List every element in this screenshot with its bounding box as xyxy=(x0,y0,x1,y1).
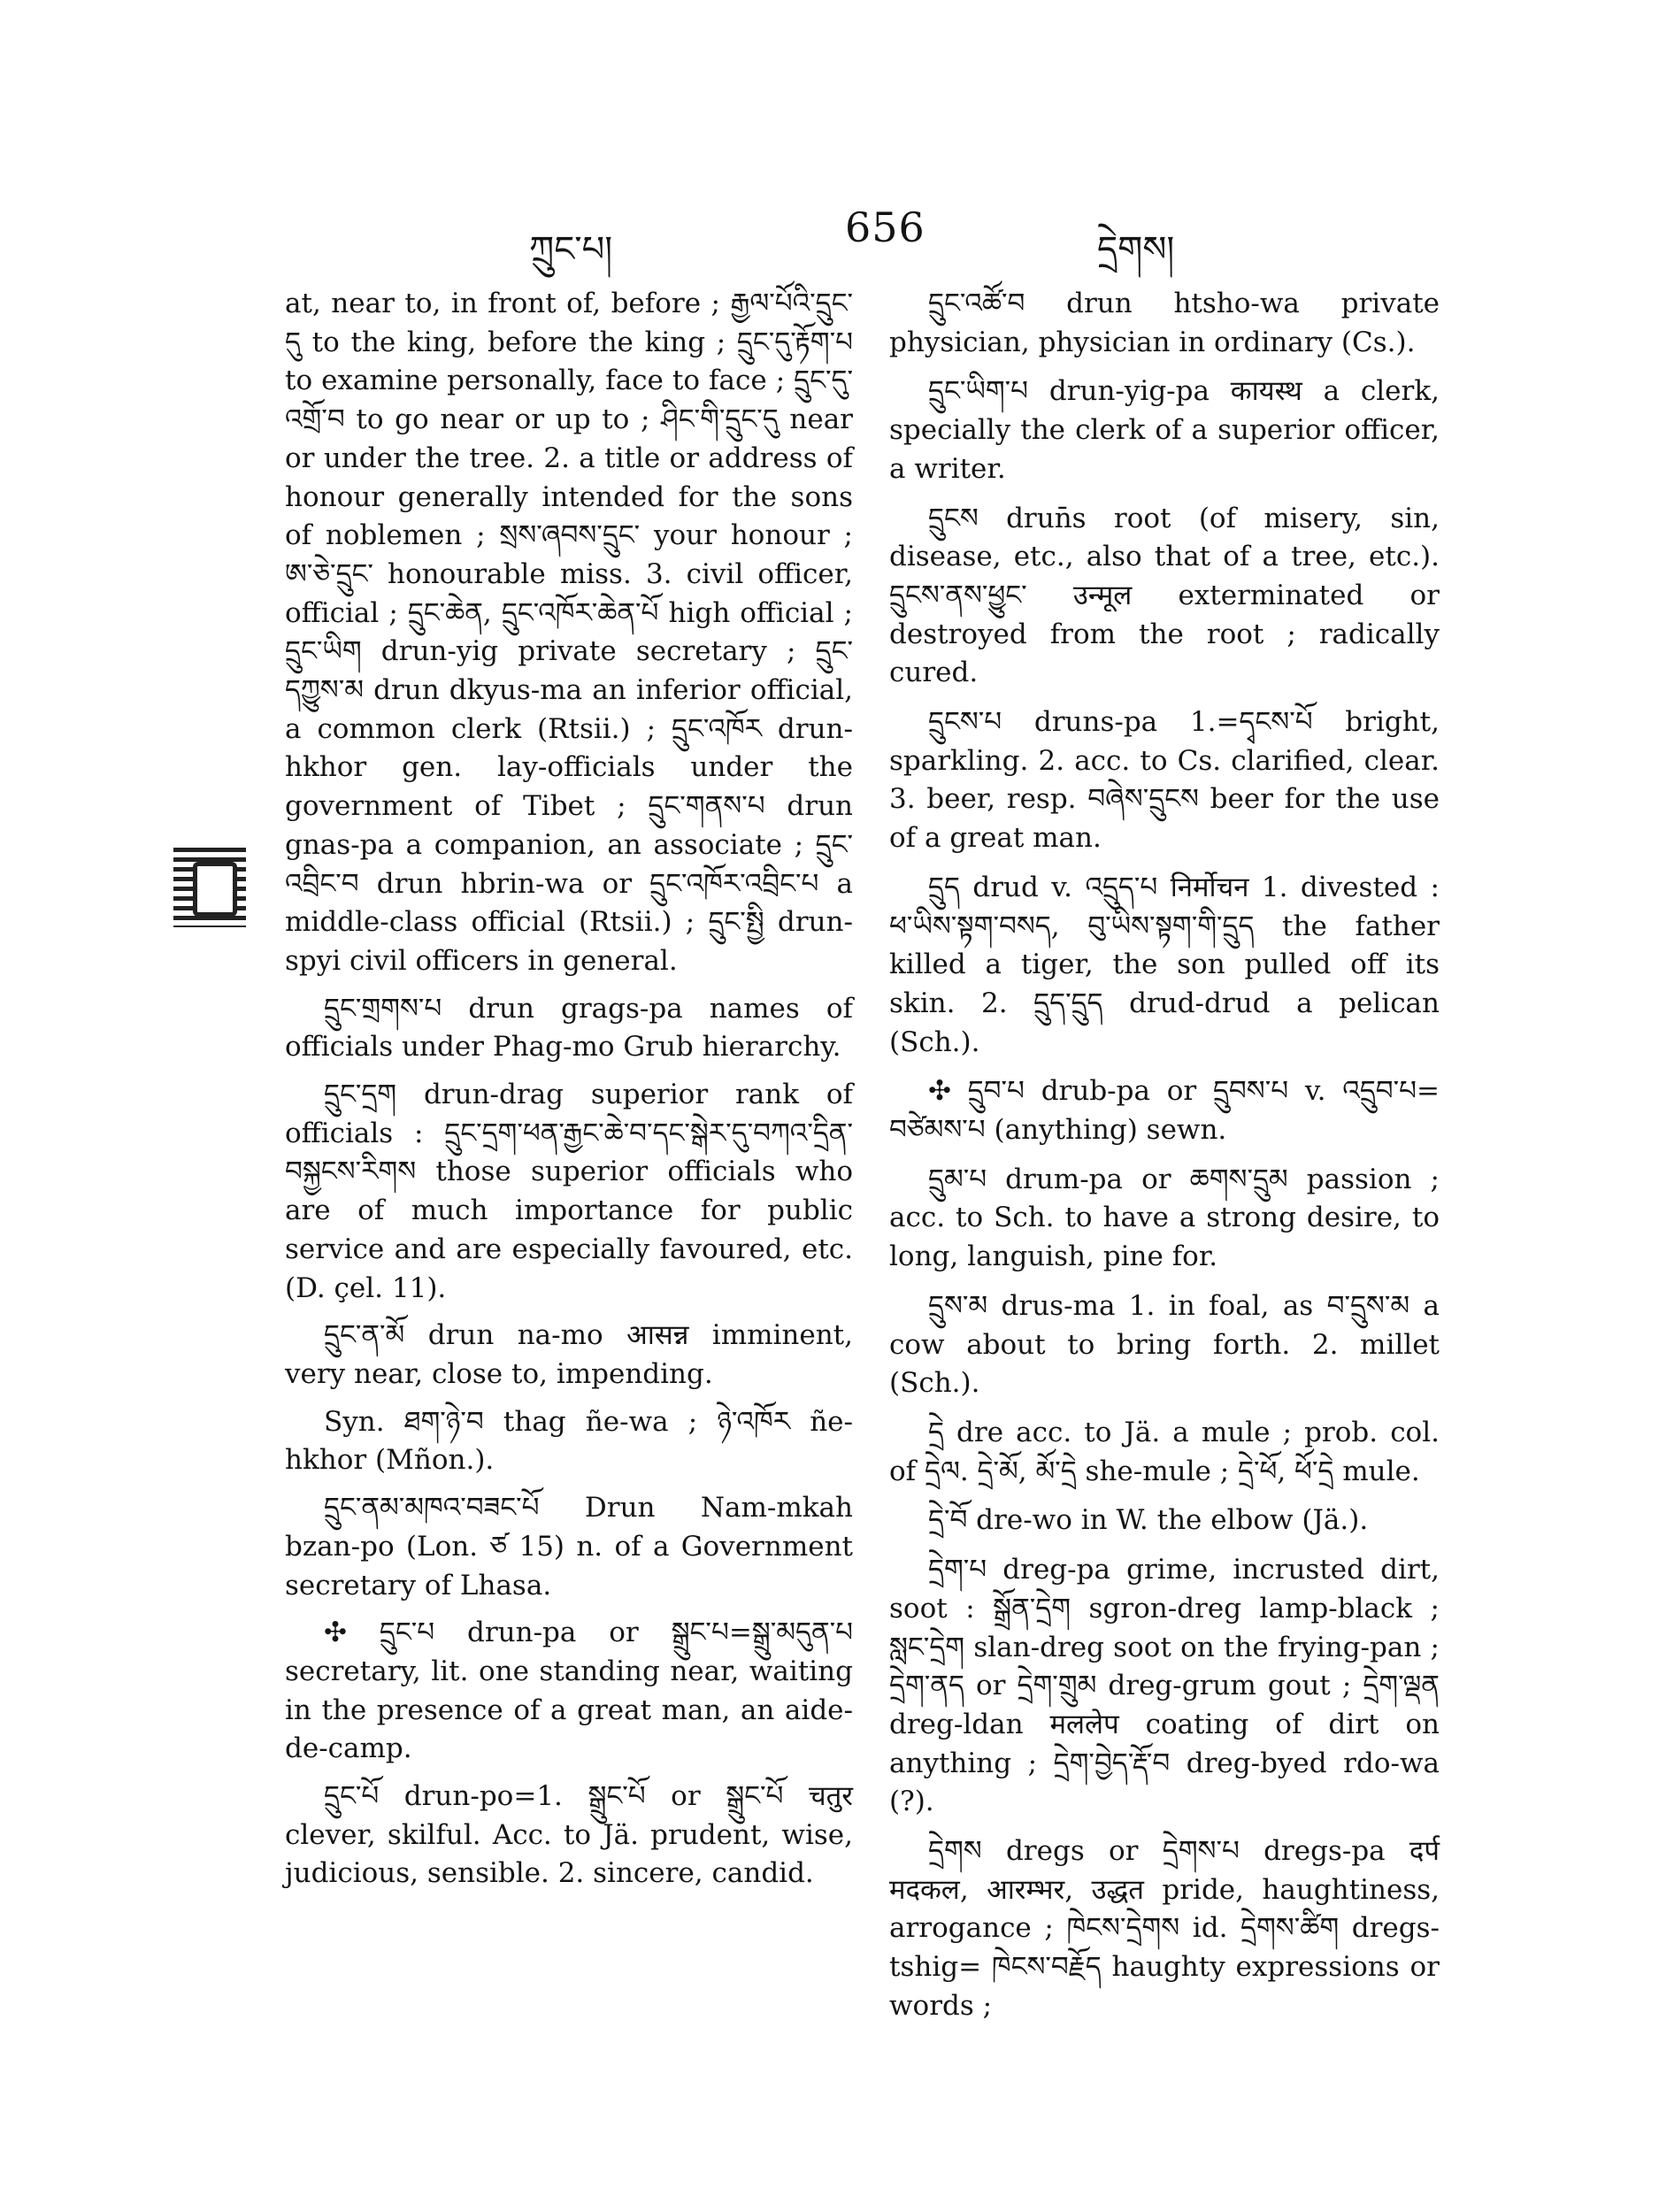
left-column xyxy=(285,285,853,1902)
dictionary-entry: དྲེ་བོ dre-wo in W. the elbow (Jä.). xyxy=(928,1504,1369,1537)
dictionary-entry: དྲེག་པ dreg-pa grime, incrusted dirt, soot : སྒྲོན་དྲེག sgron-dreg lamp-black ; སླང་དྲེག slan-dreg soot on the frying-pan ; དྲེག་ནད or དྲེག་གྲུམ dreg-grum gout ; དྲེག་ལྡན dreg-ldan मललेप coating of dirt on anything ; དྲེག་བྱེད་རྡོ་བ dreg-byed rdo-wa (?). xyxy=(889,1554,1440,1818)
dictionary-entry: དྲེ dre acc. to Jä. a mule ; prob. col. of དྲེལ. དྲེ་མོ, མོ་དྲེ she-mule ; དྲེ་ཕོ, ཕོ་དྲེ mule. xyxy=(889,1416,1440,1487)
dictionary-entry: དྲུམ་པ drum-pa or ཆགས་དྲུམ passion ; acc. to Sch. to have a strong desire, to long, languish, pine for. xyxy=(889,1163,1440,1273)
dictionary-entry: Syn. ཐག་ཉེ་བ thag ñe-wa ; ཉེ་འཁོར ñe-hkhor (Mñon.). xyxy=(285,1405,853,1477)
margin-thumb-index-mark xyxy=(173,848,246,927)
page-header xyxy=(0,204,1659,270)
dictionary-entry: དྲུངས drun̄s root (of misery, sin, disease, etc., also that of a tree, etc.). དྲུངས་ནས་ཕྱུང་ उन्मूल exterminated or destroyed from the root ; radically cured. xyxy=(889,502,1440,689)
dictionary-entry: དྲུང་དྲག drun-drag superior rank of officials : དྲུང་དྲག་ཕན་རྒྱང་ཆེ་བ་དང་སྒེར་དུ་བཀའ་དྲིན་བསྐྱངས་རིགས those superior officials who are of much importance for public service and are especially favoured, etc. (D. çel. 11). xyxy=(285,1079,853,1304)
dictionary-entry: ✣ དྲུང་པ drun-pa or སྒྲུང་པ=སྒྲུ་མདུན་པ secretary, lit. one standing near, waiting in the presence of a great man, an aide-de-camp. xyxy=(285,1617,853,1765)
dictionary-entry: དྲུང་ཡིག་པ drun-yig-pa कायस्थ a clerk, specially the clerk of a superior officer, a writer. xyxy=(889,375,1440,485)
dictionary-entry: at, near to, in front of, before ; རྒྱལ་པོའི་དྲུང་དུ to the king, before the king ; དྲུང་དུ་རྟོག་པ to examine personally, face to face ; དྲུང་དུ་འགྲོ་བ to go near or up to ; ཤིང་གི་དྲུང་དུ near or under the tree. 2. a title or address of honour generally intended for the sons of noblemen ; སྲས་ཞབས་དྲུང་ your honour ; ཨ་ཅེ་དྲུང་ honourable miss. 3. civil officer, official ; དྲུང་ཆེན, དྲུང་འཁོར་ཆེན་པོ high official ; དྲུང་ཡིག drun-yig private secretary ; དྲུང་དཀྱུས་མ drun dkyus-ma an inferior official, a common clerk (Rtsii.) ; དྲུང་འཁོར drun-hkhor gen. lay-officials under the government of Tibet ; དྲུང་གནས་པ drun gnas-pa a companion, an associate ; དྲུང་འབྲིང་བ drun hbrin-wa or དྲུང་འཁོར་འབྲིང་པ a middle-class official (Rtsii.) ; དྲུང་སྤྱི drun-spyi civil officers in general. xyxy=(285,288,853,977)
dictionary-entry: དྲུས་མ drus-ma 1. in foal, as བ་དྲུས་མ a cow about to bring forth. 2. millet (Sch.). xyxy=(889,1289,1440,1400)
header-left-word: ཀྲུང་པ། xyxy=(529,229,613,270)
dictionary-entry: དྲུངས་པ druns-pa 1.=དྭངས་པོ bright, sparkling. 2. acc. to Cs. clarified, clear. 3. beer, resp. བཞེས་དྲུངས beer for the use of a great man. xyxy=(889,706,1440,855)
dictionary-entry: དྲེགས dregs or དྲེགས་པ dregs-pa दर्प मदकल, आरम्भर, उद्धत pride, haughtiness, arrogance ; ཁེངས་དྲེགས id. དྲེགས་ཚིག dregs-tshig= ཁེངས་བརྗོད haughty expressions or words ; xyxy=(889,1835,1440,2022)
dictionary-entry: དྲུང་འཚོ་བ drun htsho-wa private physician, physician in ordinary (Cs.). xyxy=(889,288,1440,358)
dictionary-entry: དྲུང་པོ drun-po=1. སྒྲུང་པོ or སྒྲུང་པོ चतुर clever, skilful. Acc. to Jä. prudent, wise, judicious, sensible. 2. sincere, candid. xyxy=(285,1780,853,1890)
dictionary-entry: དྲུད drud v. འདྲུད་པ निर्मोचन 1. divested : ཕ་ཡིས་སྟག་བསད, བུ་ཡིས་སྟག་གི་དྲུད the father killed a tiger, the son pulled off its skin. 2. དྲུད་དྲུད drud-drud a pelican (Sch.). xyxy=(889,871,1440,1058)
page-number: 656 xyxy=(845,204,926,251)
dictionary-entry: དྲུང་ན་མོ drun na-mo आसन्न imminent, very near, close to, impending. xyxy=(285,1319,853,1390)
right-column xyxy=(889,285,1440,2037)
header-right-word: དྲེགས། xyxy=(1097,229,1175,270)
dictionary-entry: དྲུང་གྲགས་པ drun grags-pa names of officials under Phag-mo Grub hierarchy. xyxy=(285,992,853,1064)
dictionary-entry: དྲུང་ནམ་མཁའ་བཟང་པོ Drun Nam-mkah bzan-po (Lon. ཙ 15) n. of a Government secretary of Lhasa. xyxy=(285,1492,853,1601)
dictionary-entry: ✣ དྲུབ་པ drub-pa or དྲུབས་པ v. འདྲུབ་པ= བཙེམས་པ (anything) sewn. xyxy=(889,1075,1440,1147)
